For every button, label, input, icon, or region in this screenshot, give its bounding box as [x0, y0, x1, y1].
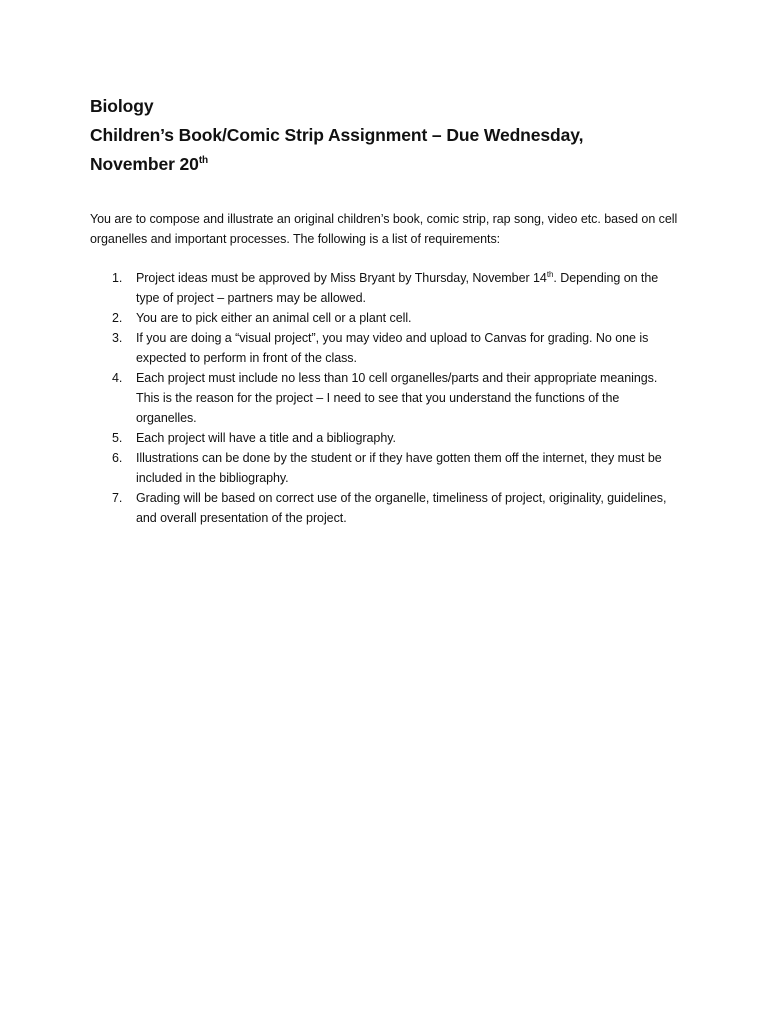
subject-heading: Biology [90, 96, 154, 116]
requirement-number: 6. [112, 451, 123, 465]
requirement-item [90, 448, 680, 488]
requirement-number: 3. [112, 331, 123, 345]
requirement-item [90, 368, 680, 428]
requirement-text: Each project must include no less than 10 cell organelles/parts and their appropriate meanings. This is the reason for the project – I need to see that you understand the functions of the organelles. [136, 371, 658, 425]
requirement-text-continued: . Depending on the type of project – partners may be allowed. [136, 271, 659, 305]
requirement-item [90, 428, 680, 448]
requirement-text: Illustrations can be done by the student or if they have gotten them off the internet, they must be included in the bibliography. [136, 451, 662, 485]
requirement-text: Project ideas must be approved by Miss Bryant by Thursday, November 14 [136, 271, 547, 285]
requirement-item [90, 268, 680, 308]
assignment-title-text: Children’s Book/Comic Strip Assignment – Due Wednesday, [90, 125, 584, 145]
requirement-text: You are to pick either an animal cell or a plant cell. [136, 311, 412, 325]
requirement-text: Each project will have a title and a bibliography. [136, 431, 396, 445]
requirement-number: 2. [112, 311, 123, 325]
intro-paragraph: You are to compose and illustrate an original children’s book, comic strip, rap song, video etc. based on cell organelles and important processes. The following is a list of requirements: [90, 212, 678, 246]
due-date-line [90, 150, 680, 179]
requirement-text: If you are doing a “visual project”, you may video and upload to Canvas for grading. No one is expected to perform in front of the class. [136, 331, 649, 365]
due-date-text: November 20 [90, 154, 199, 174]
due-date-ordinal: th [198, 155, 209, 167]
requirement-ordinal: th [546, 269, 554, 279]
requirement-item [90, 308, 680, 328]
requirement-number: 5. [112, 431, 123, 445]
assignment-title [90, 121, 680, 150]
requirements-list [90, 268, 680, 528]
requirement-number: 7. [112, 491, 123, 505]
document-content [90, 92, 680, 528]
requirement-text: Grading will be based on correct use of the organelle, timeliness of project, originality, guidelines, and overall presentation of the project. [136, 491, 667, 525]
requirement-item [90, 328, 680, 368]
requirement-item [90, 488, 680, 528]
requirement-number: 1. [112, 271, 123, 285]
requirement-number: 4. [112, 371, 123, 385]
